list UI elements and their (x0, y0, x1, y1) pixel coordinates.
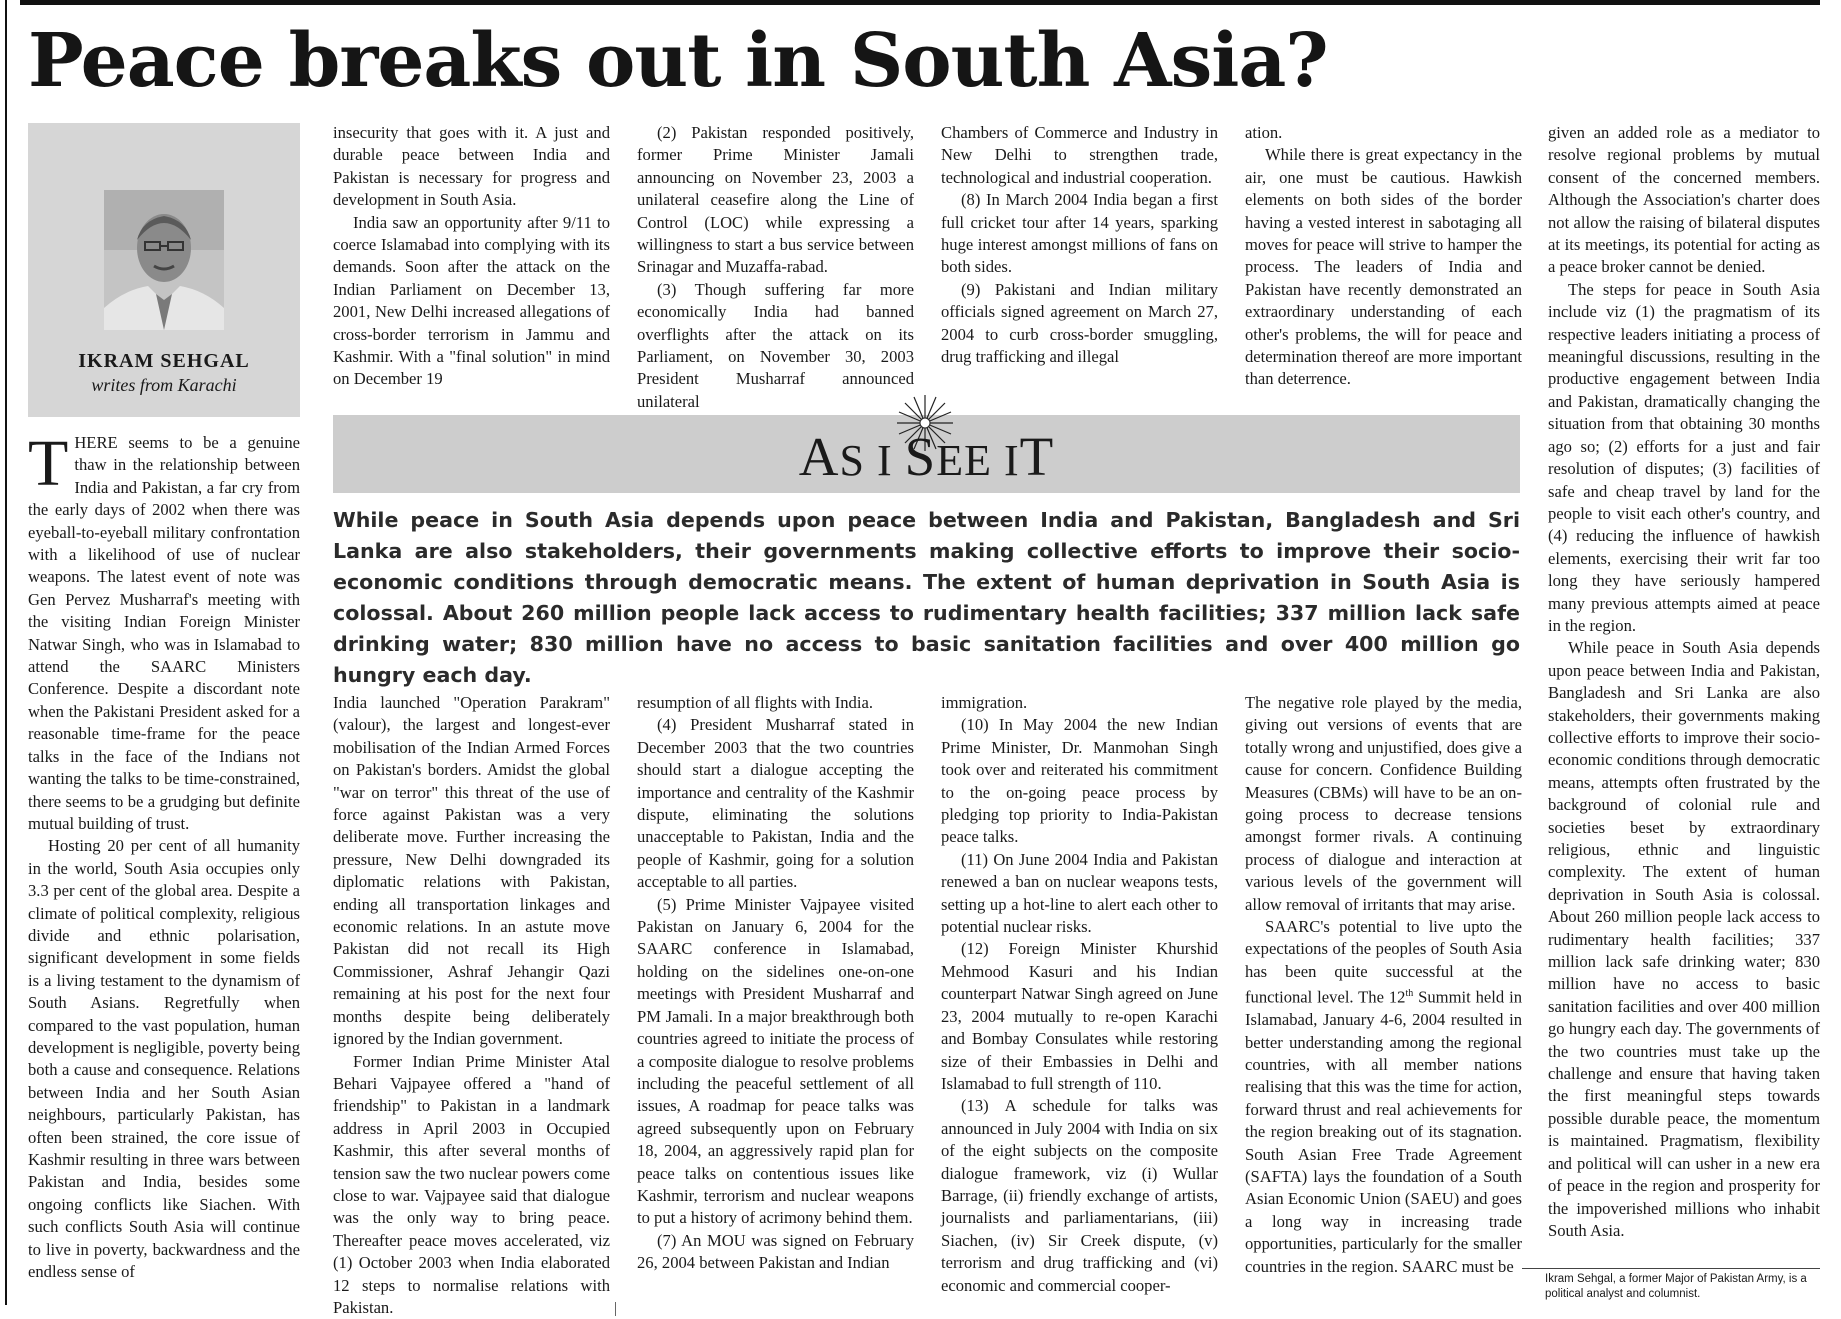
paragraph: India saw an opportunity after 9/11 to coerce Islamabad into complying with its demands. Soon after the attack on the Indian Parliament on December 13, 2001, New Delhi increased allegations of cross-border terrorism in Jammu and Kashmir. With a "final solution" in mind on December 19 (333, 212, 610, 391)
paragraph: given an added role as a mediator to resolve regional problems by mutual consent of the concerned members. Although the Association's charter does not allow the raising of bilateral disputes at its meetings, its potential for acting as a peace broker cannot be denied. (1548, 122, 1820, 279)
paragraph: (12) Foreign Minister Khurshid Mehmood Kasuri and his Indian counterpart Natwar Singh agreed on June 23, 2004 mutually to re-open Karachi and Bombay Consulates while restoring size of their Embassies in Delhi and Islamabad to full strength of 110. (941, 938, 1218, 1095)
column-4-top (941, 122, 1218, 392)
byline (28, 350, 300, 396)
left-rule (5, 0, 7, 1305)
paragraph: (13) A schedule for talks was announced in July 2004 with India on six of the eight subjects on the composite dialogue framework, viz (i) Wullar Barrage, (ii) friendly exchange of artists, journalists and parliamentarians, (iii) Siachen, (iv) Sir Creek dispute, (v) terrorism and drug trafficking and (vi) economic and commercial cooper- (941, 1095, 1218, 1297)
author-footnote: Ikram Sehgal, a former Major of Pakistan Army, is a political analyst and columnist. (1545, 1272, 1820, 1302)
paragraph: (9) Pakistani and Indian military officials signed agreement on March 27, 2004 to curb cross-border smuggling, drug trafficking and illegal (941, 279, 1218, 369)
column-1 (28, 432, 300, 1298)
paragraph: THERE seems to be a genuine thaw in the relationship between India and Pakistan, a far cry from the early days of 2002 when there was eyeball-to-eyeball military confrontation with a likelihood of use of nuclear weapons. The latest event of note was Gen Pervez Musharraf's meeting with the visiting Indian Foreign Minister Natwar Singh, who was in Islamabad to attend the SAARC Ministers Conference. Despite a discordant note when the Pakistani President asked for a reasonable time-frame for the peace talks in the face of the Indians not wanting the talks to be time-constrained, there seems to be a grudging but definite mutual building of trust. (28, 432, 300, 835)
author-photo (104, 190, 224, 330)
paragraph: SAARC's potential to live upto the expectations of the peoples of South Asia has been quite successful at the functional level. The 12th Summit held in Islamabad, January 4-6, 2004 resulted in better understanding among the regional countries, with all member nations realising that this was the time for action, forward thrust and real achievements for the region breaking out of its stagnation. South Asian Free Trade Agreement (SAFTA) lays the foundation of a South Asian Economic Union (SAEU) and goes a long way in increasing trade opportunities, particularly for the smaller countries in the region. SAARC must be (1245, 916, 1522, 1278)
paragraph: (11) On June 2004 India and Pakistan renewed a ban on nuclear weapons tests, setting up a hot-line to alert each other to potential nuclear risks. (941, 849, 1218, 939)
footnote-divider (1522, 1268, 1820, 1269)
top-rule (20, 0, 1820, 5)
paragraph: (8) In March 2004 India began a first full cricket tour after 14 years, sparking huge interest amongst millions of fans on both sides. (941, 189, 1218, 279)
paragraph: immigration. (941, 692, 1218, 714)
banner-title: AS I SEE IT (333, 425, 1520, 493)
paragraph: While peace in South Asia depends upon peace between India and Pakistan, Bangladesh and Sri Lanka are also stakeholders, their governments making collective efforts to improve their socio-economic conditions through democratic means, attempts often frustrated by the background of colonial rule and societies beset by extraordinary religious, ethnic and linguistic complexity. The extent of human deprivation in South Asia is colossal. About 260 million people lack access to rudimentary health facilities; 337 million lack safe drinking water; 830 million have no access to basic sanitation facilities and over 400 million go hungry each day. The governments of the two countries must take up the challenge and ensure that having taken the first meaningful steps towards possible durable peace, the momentum is maintained. Pragmatism, flexibility and political will can usher in a new era of peace in the region and prosperity for the impoverished millions who inhabit South Asia. (1548, 637, 1820, 1242)
paragraph: Chambers of Commerce and Industry in New Delhi to strengthen trade, technological and industrial cooperation. (941, 122, 1218, 189)
paragraph: insecurity that goes with it. A just and durable peace between India and Pakistan is necessary for progress and development in South Asia. (333, 122, 610, 212)
column-2-top (333, 122, 610, 392)
paragraph: (7) An MOU was signed on February 26, 2004 between Pakistan and Indian (637, 1230, 914, 1275)
column-6 (1548, 122, 1820, 1262)
paragraph: The steps for peace in South Asia include viz (1) the pragmatism of its respective leaders initiating a process of meaningful discussions, resulting in the productive engagement between India and Pakistan, dramatically changing the situation from that obtaining 30 months ago so; (2) efforts for a just and fair resolution of disputes; (3) facilities of safe and cheap travel by land for the people to visit each other's country, and (4) reducing the influence of hawkish elements, exercising their writ far too long they have seriously hampered many previous attempts aimed at peace in the region. (1548, 279, 1820, 638)
column-5-bottom (1245, 692, 1522, 1298)
paragraph: Former Indian Prime Minister Atal Behari Vajpayee offered a "hand of friendship" to Pakistan in a landmark address in April 2003 in Occupied Kashmir, this after several months of tension saw the two nuclear powers come close to war. Vajpayee said that dialogue was the only way to bring peace. Thereafter peace moves accelerated, viz (1) October 2003 when India elaborated 12 steps to normalise relations with Pakistan. (333, 1051, 610, 1319)
paragraph: While there is great expectancy in the air, one must be cautious. Hawkish elements on both sides of the border having a vested interest in sabotaging all moves for peace will strive to hamper the process. The leaders of India and Pakistan have recently demonstrated an extraordinary understanding of each other's problems, the will for peace and determination thereof are more important than deterrence. (1245, 144, 1522, 390)
paragraph: resumption of all flights with India. (637, 692, 914, 714)
paragraph: (4) President Musharraf stated in December 2003 that the two countries should start a dialogue accepting the importance and centrality of the Kashmir dispute, eliminating the solutions unacceptable to Pakistan, India and the people of Kashmir, going for a solution acceptable to all parties. (637, 714, 914, 893)
author-location: writes from Karachi (28, 375, 300, 396)
author-name: IKRAM SEHGAL (28, 350, 300, 373)
drop-cap: T (28, 436, 68, 492)
column-3-top (637, 122, 914, 392)
column-3-bottom (637, 692, 914, 1298)
paragraph: ation. (1245, 122, 1522, 144)
paragraph: India launched "Operation Parakram" (valour), the largest and longest-ever mobilisation of the Indian Armed Forces on Pakistan's borders. Amidst the global "war on terror" this threat of the use of force against Pakistan was a very deliberate move. Further increasing the pressure, New Delhi downgraded its diplomatic relations with Pakistan, ending all transportation linkages and economic relations. In an astute move Pakistan did not recall its High Commissioner, Ashraf Jehangir Qazi remaining at his post for the next four months despite being deliberately ignored by the Indian government. (333, 692, 610, 1051)
column-4-bottom (941, 692, 1218, 1298)
column-5-top (1245, 122, 1522, 392)
paragraph: Hosting 20 per cent of all humanity in the world, South Asia occupies only 3.3 per cent of the global area. Despite a climate of political complexity, religious divide and ethnic polarisation, significant development in some fields is a living testament to the dynamism of South Asians. Regretfully when compared to the vast population, human development is negligible, poverty being both a cause and consequence. Relations between India and her South Asian neighbours, particularly Pakistan, has often been strained, the core issue of Kashmir resulting in three wars between Pakistan and India, besides some ongoing conflicts like Siachen. With such conflicts South Asia will continue to live in poverty, backwardness and the endless sense of (28, 835, 300, 1283)
paragraph: (10) In May 2004 the new Indian Prime Minister, Dr. Manmohan Singh took over and reiterated his commitment to the on-going peace process by pledging top priority to India-Pakistan peace talks. (941, 714, 1218, 848)
column-2-bottom (333, 692, 610, 1298)
paragraph: (5) Prime Minister Vajpayee visited Pakistan on January 6, 2004 for the SAARC conference in Islamabad, holding on the sidelines one-on-one meetings with President Musharraf and PM Jamali. In a major breakthrough both countries agreed to initiate the process of a composite dialogue to resolve problems including the peaceful settlement of all issues, A roadmap for peace talks was agreed subsequently upon on February 18, 2004, an aggressively rapid plan for peace talks on contentious issues like Kashmir, terrorism and nuclear weapons to put a history of acrimony behind them. (637, 894, 914, 1230)
paragraph: (2) Pakistan responded positively, former Prime Minister Jamali announcing on November 23, 2003 a unilateral ceasefire along the Line of Control (LOC) while expressing a willingness to start a bus service between Srinagar and Muzaffa-rabad. (637, 122, 914, 279)
paragraph: (3) Though suffering far more economically India had banned overflights after the attack on its Parliament, on November 30, 2003 President Musharraf announced unilateral (637, 279, 914, 413)
paragraph: The negative role played by the media, giving out versions of events that are totally wrong and unjustified, does give a cause for concern. Confidence Building Measures (CBMs) will have to be an on-going process to decrease tensions amongst former rivals. A continuing process of dialogue and interaction at various levels of the government will allow removal of irritants that may arise. (1245, 692, 1522, 916)
standfirst: While peace in South Asia depends upon peace between India and Pakistan, Bangladesh and Sri Lanka are also stakeholders, their governments making collective efforts to improve their socio-economic conditions through democratic means. The extent of human deprivation in South Asia is colossal. About 260 million people lack access to rudimentary health facilities; 337 million lack safe drinking water; 830 million have no access to basic sanitation facilities and over 400 million go hungry each day. (333, 505, 1520, 691)
headline: Peace breaks out in South Asia? (28, 18, 1328, 104)
bottom-mark (615, 1302, 616, 1316)
